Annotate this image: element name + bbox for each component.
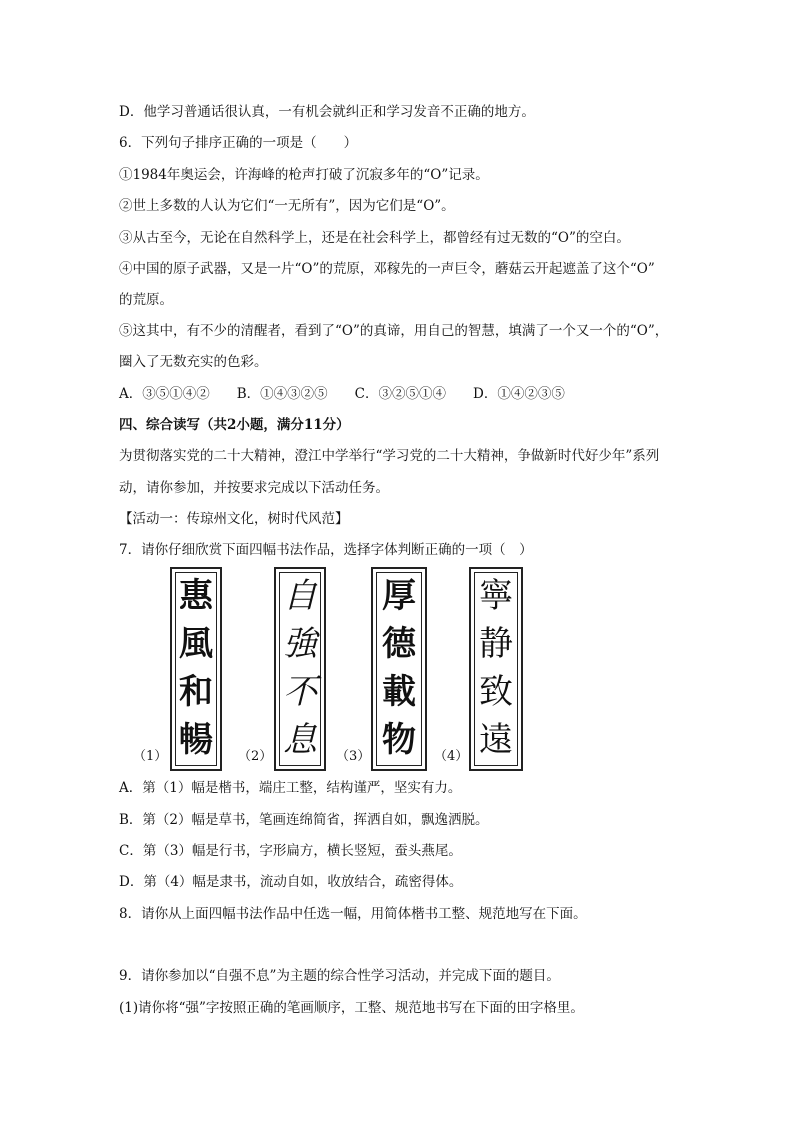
scroll-char: 強 (283, 624, 317, 664)
scroll-char: 自 (283, 576, 317, 616)
q9-stem: 9．请你参加以“自强不息”为主题的综合性学习活动，并完成下面的题目。 (119, 968, 560, 984)
q6-sentence-1: ①1984年奥运会，许海峰的枪声打破了沉寂多年的“O”记录。 (119, 167, 489, 183)
scroll-char: 息 (283, 720, 317, 760)
intro-text-cont: 动，请你参加，并按要求完成以下活动任务。 (119, 480, 389, 496)
scroll-char: 致 (479, 672, 513, 712)
scroll-char: 不 (283, 672, 317, 712)
activity-1-title: 【活动一：传琼州文化，树时代风范】 (119, 511, 349, 527)
q5-option-d: D．他学习普通话很认真，一有机会就纠正和学习发音不正确的地方。 (119, 104, 535, 120)
scroll-2-label: （2） (238, 749, 273, 764)
q6-sentence-3: ③从古至今，无论在自然科学上，还是在社会科学上，都曾经有过无数的“O”的空白。 (119, 230, 630, 246)
scroll-char: 遠 (479, 720, 513, 760)
q6-stem: 6．下列句子排序正确的一项是（ ） (119, 135, 358, 151)
scroll-4 (469, 567, 523, 771)
q6-sentence-5-cont: 圈入了无数充实的色彩。 (119, 354, 268, 370)
q7-stem: 7．请你仔细欣赏下面四幅书法作品，选择字体判断正确的一项（ ） (119, 542, 533, 558)
section-4-heading: 四、综合读写（共2小题，满分11分） (119, 417, 350, 433)
scroll-char: 風 (179, 624, 213, 664)
q7-option-c: C．第（3）幅是行书，字形扁方，横长竖短，蚕头燕尾。 (119, 843, 462, 859)
scroll-char: 和 (179, 672, 213, 712)
q6-sentence-5: ⑤这其中，有不少的清醒者，看到了“O”的真谛，用自己的智慧，填满了一个又一个的“O”， (119, 323, 669, 339)
q7-option-d: D．第（4）幅是隶书，流动自如，收放结合，疏密得体。 (119, 874, 463, 890)
q8-stem: 8．请你从上面四幅书法作品中任选一幅，用简体楷书工整、规范地写在下面。 (119, 906, 587, 922)
q6-options: A．③⑤①④② B．①④③②⑤ C．③②⑤①④ D．①④②③⑤ (119, 386, 565, 402)
scroll-char: 載 (382, 672, 416, 712)
scroll-1-label: （1） (133, 749, 168, 764)
scroll-char: 惠 (179, 576, 213, 616)
q6-sentence-4-cont: 的荒原。 (119, 292, 173, 308)
scroll-char: 物 (382, 720, 416, 760)
q7-option-b: B．第（2）幅是草书，笔画连绵简省，挥洒自如，飘逸洒脱。 (119, 812, 489, 828)
q6-sentence-2: ②世上多数的人认为它们“一无所有”，因为它们是“O”。 (119, 198, 455, 214)
scroll-1 (170, 567, 222, 771)
scroll-2 (274, 567, 326, 771)
scroll-char: 暢 (179, 720, 213, 760)
scroll-char: 厚 (382, 576, 416, 616)
q9-part-1: (1)请你将“强”字按照正确的笔画顺序，工整、规范地书写在下面的田字格里。 (119, 1000, 584, 1016)
scroll-4-label: （4） (434, 749, 469, 764)
scroll-char: 寧 (479, 576, 513, 616)
scroll-char: 静 (479, 624, 513, 664)
intro-text: 为贯彻落实党的二十大精神，澄江中学举行“学习党的二十大精神，争做新时代好少年”系列 (119, 448, 660, 464)
q7-option-a: A．第（1）幅是楷书，端庄工整，结构谨严，坚实有力。 (119, 780, 462, 796)
scroll-3-label: （3） (336, 749, 371, 764)
scroll-char: 德 (382, 624, 416, 664)
scroll-3 (371, 567, 427, 771)
q6-sentence-4: ④中国的原子武器，又是一片“O”的荒原，邓稼先的一声巨令，蘑菇云开起遮盖了这个“O” (119, 261, 655, 277)
